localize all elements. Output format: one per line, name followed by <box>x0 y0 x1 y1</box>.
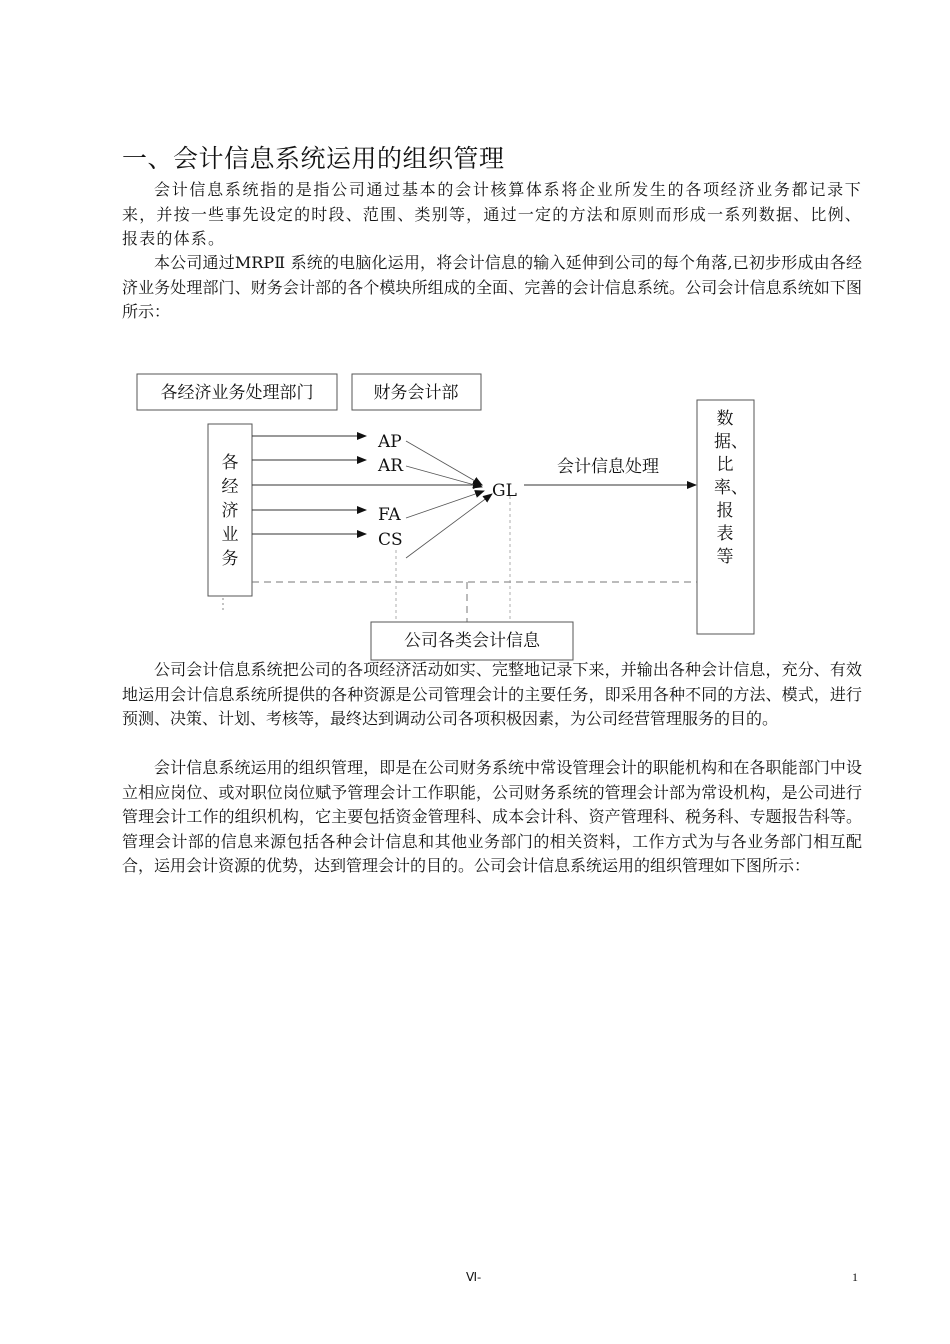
info-box-label: 公司各类会计信息 <box>404 631 540 651</box>
module-ap: AP <box>378 432 402 452</box>
module-fa: FA <box>378 505 401 525</box>
output-char: 等 <box>716 547 734 567</box>
business-char: 各 <box>221 453 239 473</box>
business-char: 经 <box>221 477 239 497</box>
paragraph-definition: 会计信息系统指的是指公司通过基本的会计核算体系将企业所发生的各项经济业务都记录下来，并按一些事先设定的时段、范围、类别等，通过一定的方法和原则而形成一系列数据、比例、报表的体系。 <box>122 180 862 248</box>
module-ar: AR <box>378 456 404 476</box>
page-number: 1 <box>852 1270 858 1284</box>
output-char: 比 <box>716 455 734 475</box>
cs-to-gl <box>406 494 492 558</box>
fa-to-gl <box>406 491 484 518</box>
output-char: 率、 <box>714 478 748 498</box>
paragraph-mrp: 本公司通过MRPⅡ 系统的电脑化运用，将会计信息的输入延伸到公司的每个角落,已初步形成由各经济业务处理部门、财务会计部的各个模块所组成的全面、完善的会计信息系统。公司会计信息系统如下图所示： <box>122 253 862 321</box>
output-char: 据、 <box>714 432 748 452</box>
footer-section-mark: Ⅵ- <box>466 1270 482 1284</box>
process-label: 会计信息处理 <box>557 457 659 477</box>
output-char: 表 <box>716 524 734 544</box>
output-char: 报 <box>716 501 734 521</box>
dept-box-label: 各经济业务处理部门 <box>160 383 314 403</box>
business-char: 济 <box>221 501 239 521</box>
business-char: 业 <box>221 525 239 545</box>
business-char: 务 <box>221 549 239 569</box>
finance-box-label: 财务会计部 <box>373 383 459 403</box>
ap-to-gl <box>406 441 482 485</box>
paragraph-organization: 会计信息系统运用的组织管理，即是在公司财务系统中常设管理会计的职能机构和在各职能部门中设立相应岗位、或对职位岗位赋予管理会计工作职能，公司财务系统的管理会计部为常设机构，是公司进行管理会计工作的组织机构，它主要包括资金管理科、成本会计科、资产管理科、税务科、专题报告科等。管理会计部的信息来源包括各种会计信息和其他业务部门的相关资料，工作方式为与各业务部门相互配合，运用会计资源的优势，达到管理会计的目的。公司会计信息系统运用的组织管理如下图所示： <box>122 758 862 875</box>
ar-to-gl <box>406 466 482 487</box>
section-heading: 一、会计信息系统运用的组织管理 <box>122 144 505 173</box>
paragraph-usage: 公司会计信息系统把公司的各项经济活动如实、完整地记录下来，并输出各种会计信息，充分、有效地运用会计信息系统所提供的各种资源是公司管理会计的主要任务，即采用各种不同的方法、模式，进行预测、决策、计划、考核等，最终达到调动公司各项积极因素，为公司经营管理服务的目的。 <box>122 660 862 728</box>
module-cs: CS <box>378 530 403 550</box>
gl-node: GL <box>492 481 517 501</box>
output-char: 数 <box>716 409 734 429</box>
